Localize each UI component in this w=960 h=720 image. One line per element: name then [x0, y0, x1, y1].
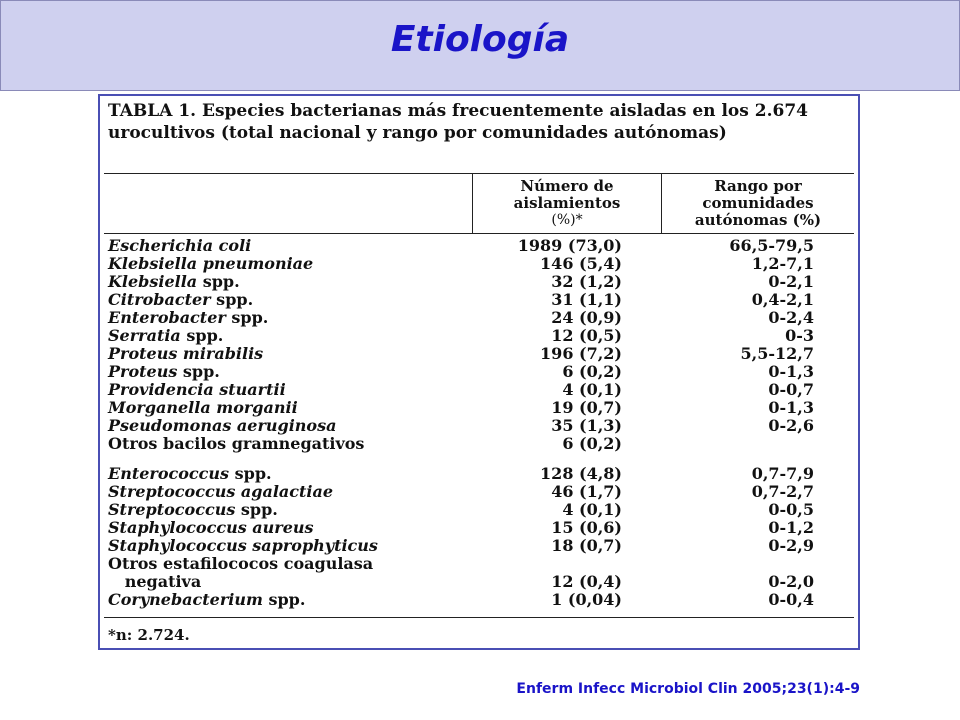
species-name-italic: Proteus [108, 362, 178, 381]
isolates-count: 128 (4,8) [540, 464, 622, 483]
table-row [100, 237, 858, 255]
table-row [100, 273, 858, 291]
species-name-italic: Klebsiella [108, 272, 198, 291]
species-name [108, 309, 268, 327]
table-row [100, 573, 858, 591]
species-name [108, 345, 263, 363]
header-bottom-rule [104, 233, 854, 234]
table-frame [98, 94, 860, 650]
range-value: 0,4-2,1 [751, 290, 814, 309]
table-row [100, 417, 858, 435]
species-name-italic: Staphylococcus aureus [108, 518, 314, 537]
species-name-plain: spp. [229, 464, 272, 483]
species-name-italic: Serratia [108, 326, 181, 345]
isolates-count: 19 (0,7) [551, 398, 622, 417]
species-name-italic: Enterococcus [108, 464, 230, 483]
species-name [108, 573, 201, 591]
isolates-count: 4 (0,1) [562, 380, 622, 399]
table-row [100, 309, 858, 327]
range-value: 0-3 [785, 326, 814, 345]
species-name [108, 519, 314, 537]
isolates-count: 12 (0,5) [551, 326, 622, 345]
species-name-italic: Proteus mirabilis [108, 344, 264, 363]
range-value: 5,5-12,7 [740, 344, 814, 363]
species-name [108, 363, 220, 381]
isolates-count: 46 (1,7) [551, 482, 622, 501]
table-row [100, 591, 858, 609]
table-row [100, 435, 858, 453]
range-value: 0-0,5 [768, 500, 814, 519]
header-col-count-line1: Número de [520, 177, 614, 195]
isolates-count: 6 (0,2) [562, 434, 622, 453]
species-name-italic: Providencia stuartii [108, 380, 286, 399]
table-row [100, 255, 858, 273]
range-value: 0-1,3 [768, 362, 814, 381]
species-name-plain: spp. [180, 326, 224, 345]
isolates-count: 32 (1,2) [551, 272, 622, 291]
table-row [100, 291, 858, 309]
species-name-plain: spp. [210, 290, 254, 309]
header-col-range-line1: Rango por [714, 177, 802, 195]
table-row [100, 519, 858, 537]
species-name-plain: negativa [108, 572, 202, 591]
species-name [108, 591, 305, 609]
species-name-italic: Klebsiella pneumoniae [108, 254, 314, 273]
species-name-italic: Staphylococcus saprophyticus [108, 536, 378, 555]
table-caption: TABLA 1. Especies bacterianas más frecuentemente aisladas en los 2.674 urocultivos (total nacional y rango por comunidades autónomas) [108, 101, 808, 143]
range-value: 0-2,0 [768, 572, 814, 591]
source-citation: Enferm Infecc Microbiol Clin 2005;23(1):4-9 [516, 681, 860, 697]
range-value: 0-2,4 [768, 308, 814, 327]
table-row [100, 345, 858, 363]
isolates-count: 4 (0,1) [562, 500, 622, 519]
species-name-plain: spp. [177, 362, 220, 381]
range-value: 0-2,9 [768, 536, 814, 555]
page-title: Etiología [390, 19, 570, 60]
table-footnote: *n: 2.724. [108, 626, 190, 644]
species-name [108, 327, 223, 345]
header-col-range [662, 178, 854, 229]
species-name [108, 483, 333, 501]
species-name-italic: Enterobacter [108, 308, 226, 327]
range-value: 0-0,7 [768, 380, 814, 399]
isolates-count: 6 (0,2) [562, 362, 622, 381]
species-name [108, 273, 240, 291]
range-value: 66,5-79,5 [729, 236, 814, 255]
species-name-italic: Pseudomonas aeruginosa [108, 416, 337, 435]
table-top-rule [104, 173, 854, 174]
range-value: 0-1,3 [768, 398, 814, 417]
table-row [100, 501, 858, 519]
isolates-count: 15 (0,6) [551, 518, 622, 537]
isolates-count: 146 (5,4) [540, 254, 622, 273]
table-row [100, 555, 858, 573]
header-col-count-line3: (%)* [551, 212, 583, 228]
species-name-italic: Streptococcus agalactiae [108, 482, 334, 501]
table-bottom-rule [104, 617, 854, 618]
species-name-italic: Escherichia coli [108, 236, 252, 255]
range-value: 0,7-2,7 [751, 482, 814, 501]
species-name-italic: Corynebacterium [108, 590, 263, 609]
table-row [100, 381, 858, 399]
species-name [108, 255, 313, 273]
species-name-plain: spp. [262, 590, 306, 609]
range-value: 0-2,1 [768, 272, 814, 291]
species-name-plain: Otros bacilos gramnegativos [108, 434, 365, 453]
table-row [100, 483, 858, 501]
table-row [100, 363, 858, 381]
isolates-count: 12 (0,4) [551, 572, 622, 591]
table-row [100, 465, 858, 483]
range-value: 0-0,4 [768, 590, 814, 609]
table-row [100, 327, 858, 345]
species-name [108, 501, 278, 519]
isolates-count: 31 (1,1) [551, 290, 622, 309]
species-name [108, 417, 336, 435]
species-name-italic: Citrobacter [108, 290, 211, 309]
range-value: 0-1,2 [768, 518, 814, 537]
species-name [108, 555, 373, 573]
species-name [108, 291, 253, 309]
header-col-range-line3: autónomas (%) [694, 211, 822, 229]
species-name-plain: Otros estafilococos coagulasa [108, 554, 374, 573]
isolates-count: 196 (7,2) [540, 344, 622, 363]
range-value: 0,7-7,9 [751, 464, 814, 483]
species-name [108, 435, 364, 453]
header-col-count-line2: aislamientos [513, 194, 621, 212]
title-bar [0, 0, 960, 91]
header-col-count [473, 178, 661, 229]
species-name [108, 381, 286, 399]
header-col-range-line2: comunidades [702, 194, 814, 212]
isolates-count: 24 (0,9) [551, 308, 622, 327]
species-name-italic: Morganella morganii [108, 398, 298, 417]
range-value: 0-2,6 [768, 416, 814, 435]
species-name [108, 237, 251, 255]
species-name-italic: Streptococcus [108, 500, 236, 519]
species-name [108, 537, 378, 555]
isolates-count: 18 (0,7) [551, 536, 622, 555]
species-name-plain: spp. [197, 272, 240, 291]
isolates-count: 1 (0,04) [551, 590, 622, 609]
isolates-count: 35 (1,3) [551, 416, 622, 435]
table-row [100, 537, 858, 555]
species-name [108, 399, 298, 417]
species-name-plain: spp. [225, 308, 269, 327]
species-name [108, 465, 272, 483]
species-name-plain: spp. [235, 500, 278, 519]
isolates-count: 1989 (73,0) [517, 236, 622, 255]
range-value: 1,2-7,1 [751, 254, 814, 273]
table-row [100, 399, 858, 417]
